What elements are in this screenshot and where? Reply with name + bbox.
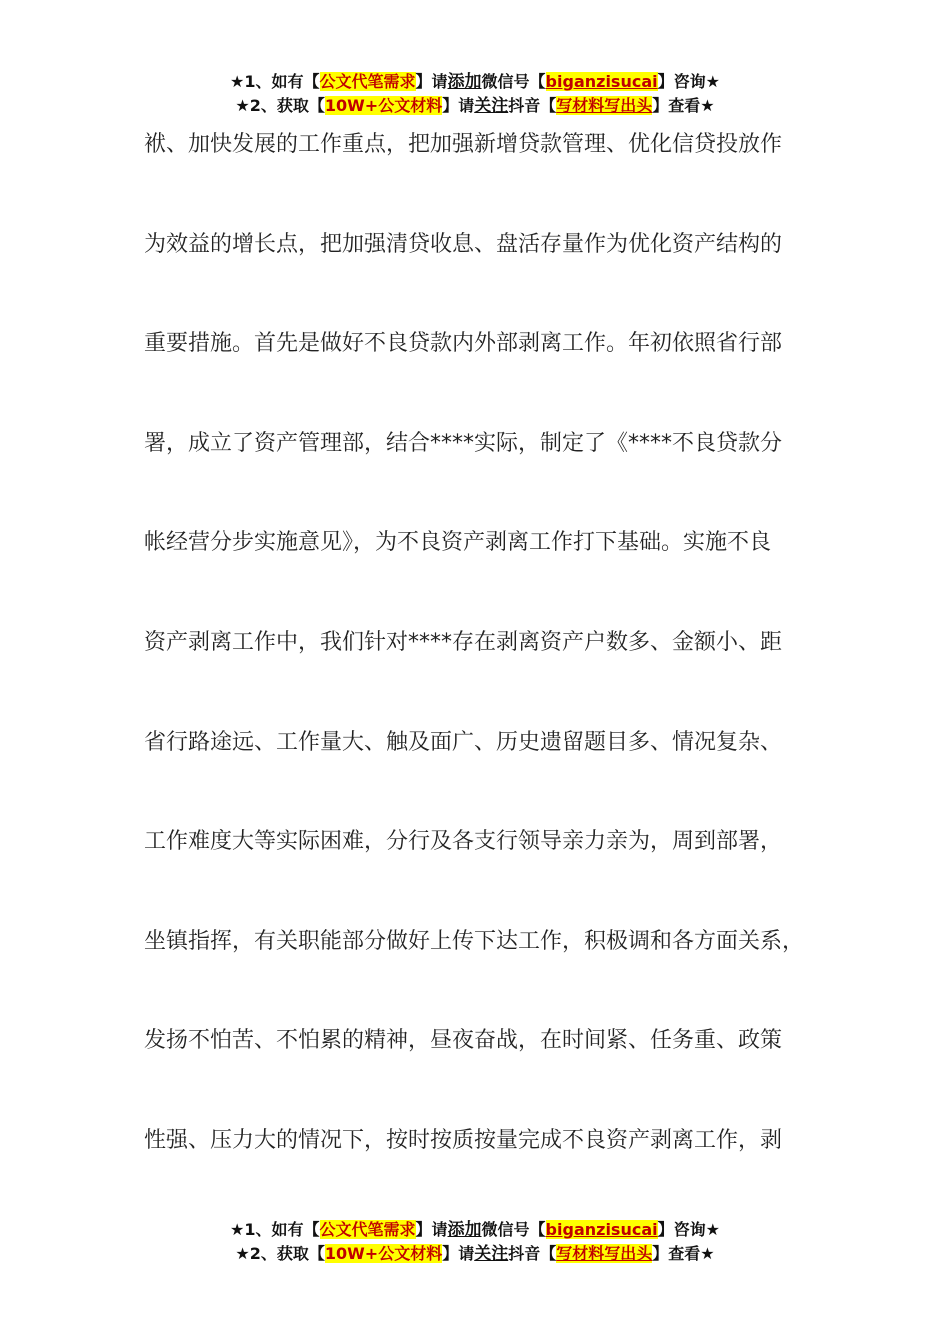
- body-line: 省行路途远、工作量大、触及面广、历史遗留题目多、情况复杂、: [144, 729, 783, 755]
- banner-text: 】请: [415, 1220, 448, 1239]
- highlight-text: 10W+公文材料: [324, 1244, 443, 1263]
- banner-line-1: [0, 1218, 950, 1242]
- banner-text: 微信号【: [481, 1220, 546, 1239]
- body-line: 工作难度大等实际困难，分行及各支行领导亲力亲为，周到部署，: [144, 829, 783, 855]
- banner-text: 抖音【: [508, 1244, 557, 1263]
- banner-text: 】请: [442, 96, 475, 115]
- banner-text: 】咨询★: [657, 1220, 720, 1239]
- emphasis-text: 关注: [474, 1244, 509, 1264]
- body-line: 资产剥离工作中，我们针对****存在剥离资产户数多、金额小、距: [144, 629, 783, 655]
- body-line: 发扬不怕苦、不怕累的精神，昼夜奋战，在时间紧、任务重、政策: [144, 1028, 783, 1054]
- body-line: 袱、加快发展的工作重点，把加强新增贷款管理、优化信贷投放作: [144, 132, 783, 157]
- emphasis-text: 关注: [474, 96, 509, 116]
- banner-text: ★2、获取【: [235, 1244, 325, 1263]
- banner-text: ★1、如有【: [230, 1220, 320, 1239]
- footer-banner: [0, 1218, 950, 1266]
- banner-text: ★1、如有【: [230, 72, 320, 91]
- highlight-text: 公文代笔需求: [319, 72, 416, 91]
- banner-text: 】请: [442, 1244, 475, 1263]
- header-banner: [0, 70, 950, 118]
- banner-line-2: [0, 1242, 950, 1266]
- highlight-text: 10W+公文材料: [324, 96, 443, 115]
- banner-text: 微信号【: [481, 72, 546, 91]
- body-line: 重要措施。首先是做好不良贷款内外部剥离工作。年初依照省行部: [144, 331, 783, 357]
- body-line: 性强、压力大的情况下，按时按质按量完成不良资产剥离工作，剥: [144, 1127, 783, 1153]
- banner-text: 】查看★: [652, 1244, 715, 1263]
- douyin-account-link[interactable]: 写材料写出头: [556, 1244, 653, 1263]
- highlight-text: 公文代笔需求: [319, 1220, 416, 1239]
- banner-text: 】查看★: [652, 96, 715, 115]
- wechat-id-link[interactable]: biganzisucai: [545, 72, 658, 91]
- document-body: [144, 120, 844, 1216]
- body-line: 署，成立了资产管理部，结合****实际，制定了《****不良贷款分: [144, 430, 783, 456]
- banner-line-2: [0, 94, 950, 118]
- emphasis-text: 添加: [447, 1220, 482, 1240]
- body-line: 为效益的增长点，把加强清贷收息、盘活存量作为优化资产结构的: [144, 231, 783, 257]
- wechat-id-link[interactable]: biganzisucai: [545, 1220, 658, 1239]
- body-line: 坐镇指挥，有关职能部分做好上传下达工作，积极调和各方面关系，: [144, 928, 805, 954]
- banner-line-1: [0, 70, 950, 94]
- body-line: 帐经营分步实施意见》，为不良资产剥离工作打下基础。实施不良: [144, 530, 772, 556]
- banner-text: ★2、获取【: [235, 96, 325, 115]
- banner-text: 抖音【: [508, 96, 557, 115]
- emphasis-text: 添加: [447, 72, 482, 92]
- banner-text: 】咨询★: [657, 72, 720, 91]
- douyin-account-link[interactable]: 写材料写出头: [556, 96, 653, 115]
- banner-text: 】请: [415, 72, 448, 91]
